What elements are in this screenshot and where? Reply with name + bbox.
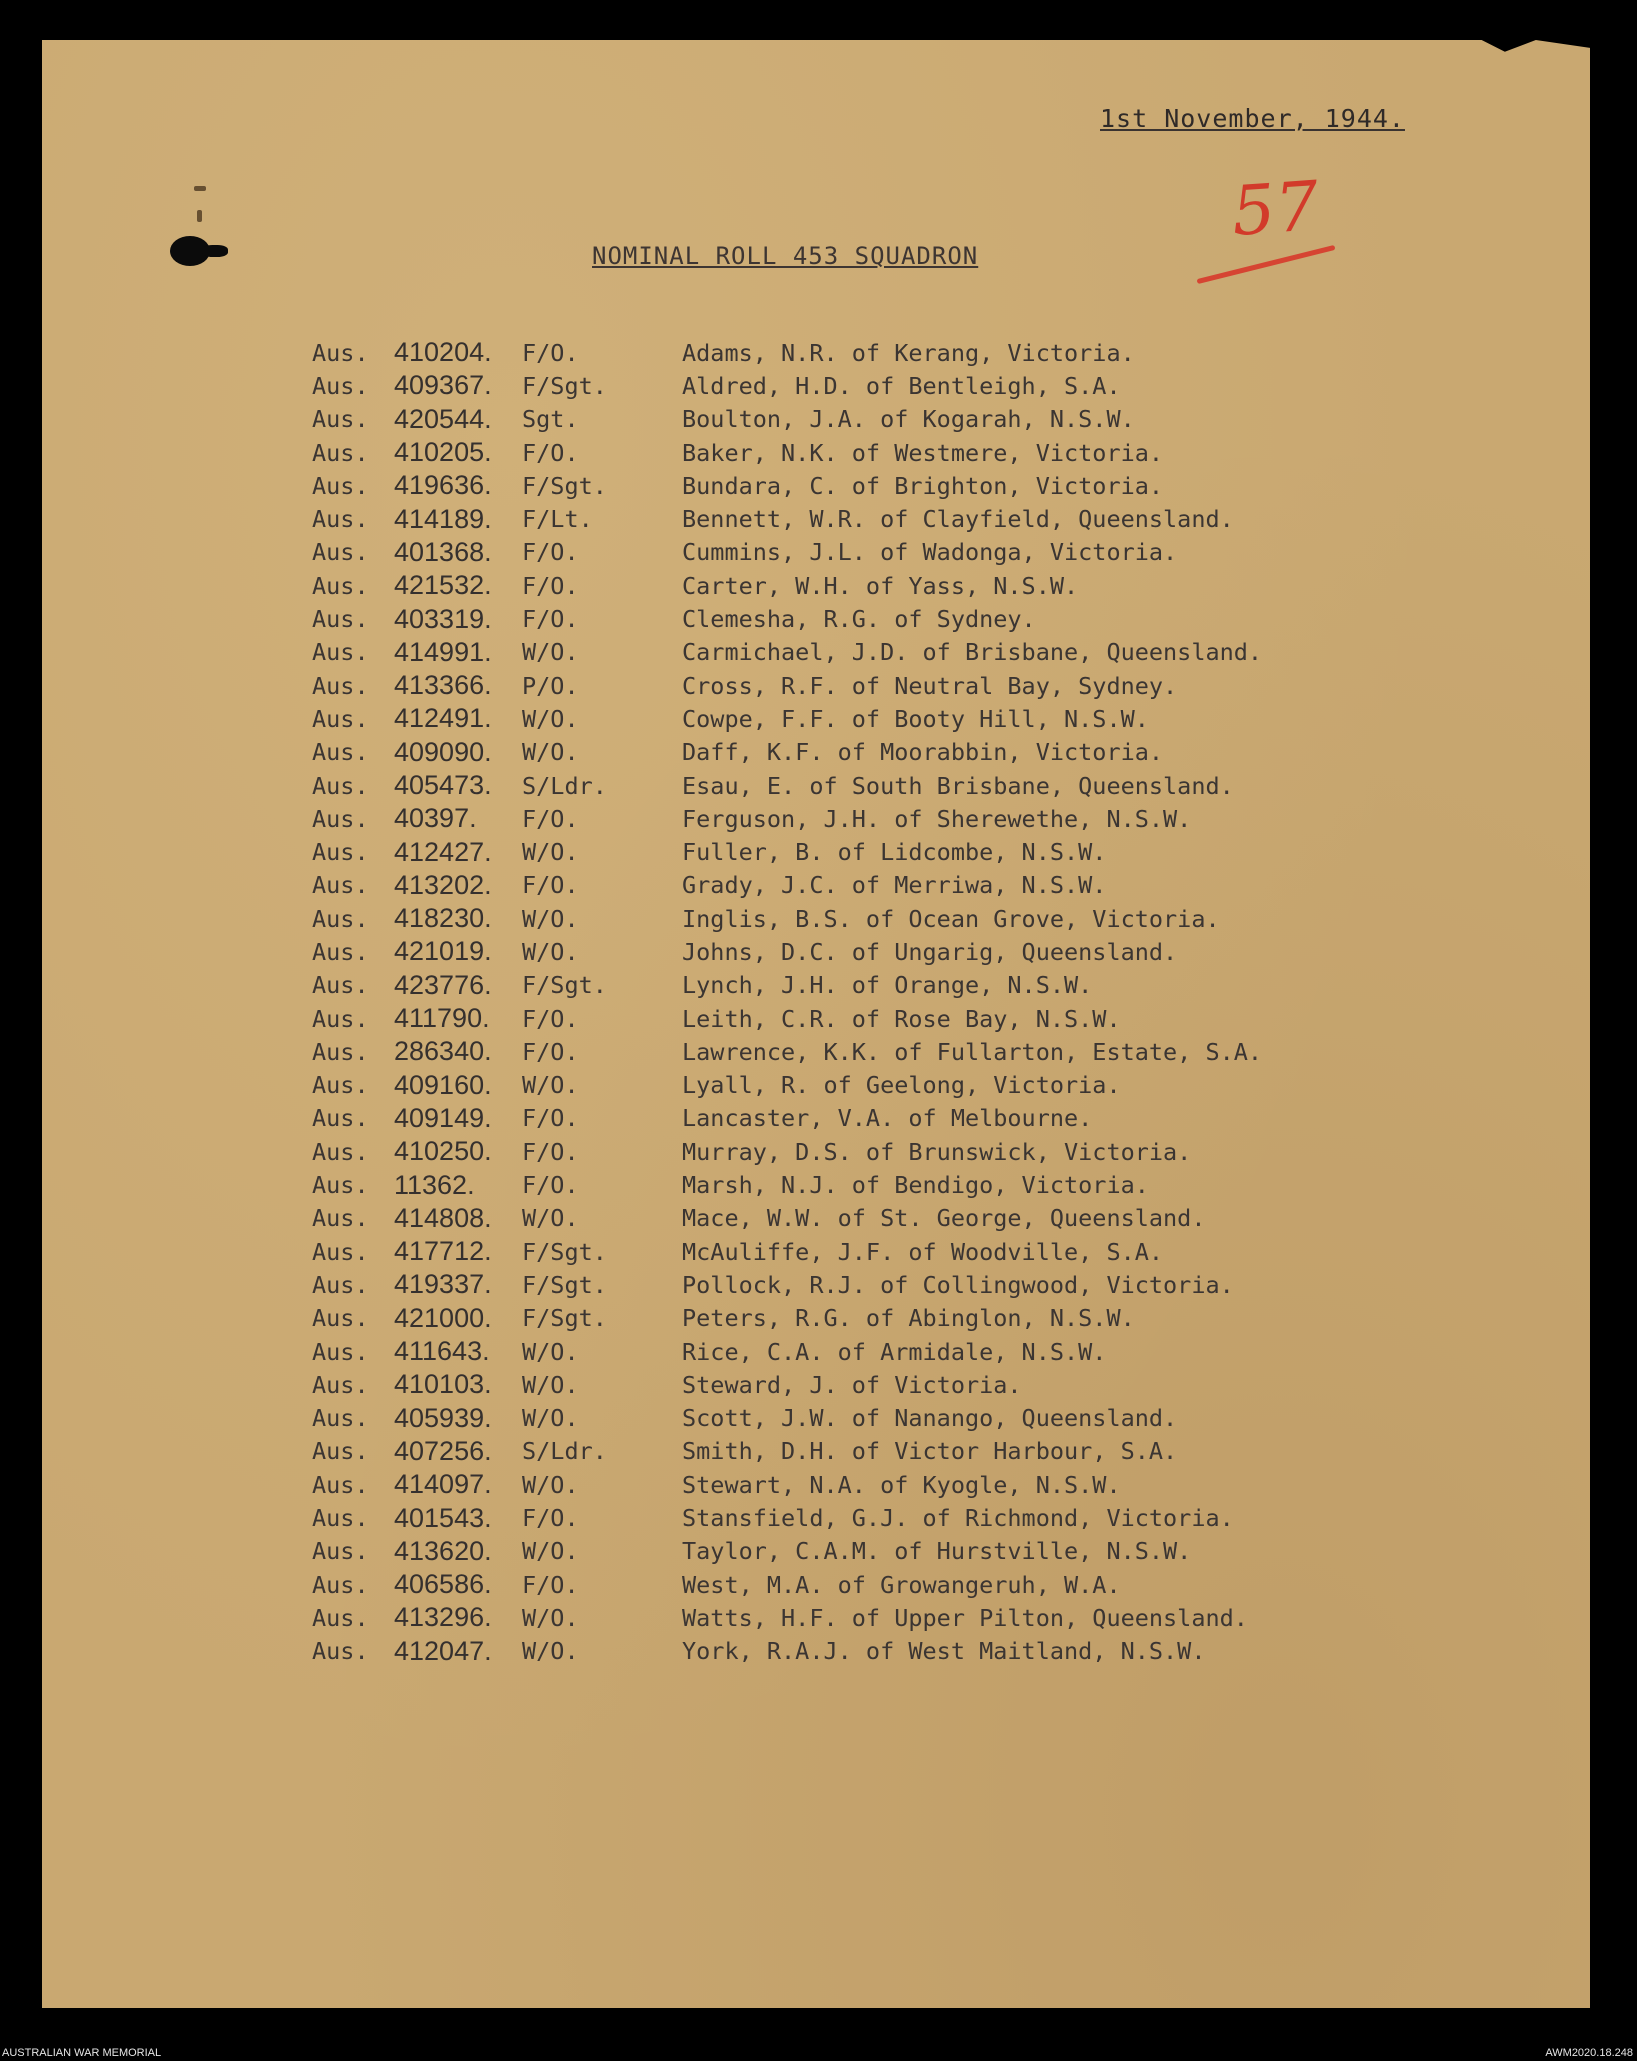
service-number: 409160. bbox=[394, 1069, 492, 1100]
service-number: 414189. bbox=[394, 503, 492, 534]
rank: F/O. bbox=[522, 438, 579, 467]
service-prefix: Aus. bbox=[312, 371, 369, 400]
roll-entry bbox=[312, 1568, 1412, 1601]
punch-hole-tail bbox=[202, 245, 228, 257]
service-number: 401368. bbox=[394, 536, 492, 567]
name-and-hometown: Baker, N.K. of Westmere, Victoria. bbox=[682, 438, 1164, 467]
name-and-hometown: Lyall, R. of Geelong, Victoria. bbox=[682, 1071, 1121, 1100]
rank: F/O. bbox=[522, 1137, 579, 1166]
name-and-hometown: Carter, W.H. of Yass, N.S.W. bbox=[682, 571, 1079, 600]
service-prefix: Aus. bbox=[312, 671, 369, 700]
rank: F/O. bbox=[522, 1570, 579, 1599]
roll-entry bbox=[312, 1235, 1412, 1268]
service-number: 412047. bbox=[394, 1635, 492, 1666]
roll-entry bbox=[312, 1635, 1412, 1668]
name-and-hometown: Marsh, N.J. of Bendigo, Victoria. bbox=[682, 1171, 1149, 1200]
rank: F/Sgt. bbox=[522, 371, 607, 400]
service-number: 418230. bbox=[394, 903, 492, 934]
document-date: 1st November, 1944. bbox=[1100, 104, 1405, 133]
service-prefix: Aus. bbox=[312, 538, 369, 567]
service-number: 421019. bbox=[394, 936, 492, 967]
roll-entry bbox=[312, 369, 1412, 402]
roll-entry bbox=[312, 1069, 1412, 1102]
service-number: 414097. bbox=[394, 1469, 492, 1500]
roll-entry bbox=[312, 702, 1412, 735]
service-number: 411643. bbox=[394, 1336, 490, 1367]
service-number: 414991. bbox=[394, 636, 492, 667]
rank: W/O. bbox=[522, 1204, 579, 1233]
footer-credit: AUSTRALIAN WAR MEMORIAL bbox=[2, 2047, 162, 2059]
rank: W/O. bbox=[522, 904, 579, 933]
name-and-hometown: Esau, E. of South Brisbane, Queensland. bbox=[682, 771, 1234, 800]
rank: W/O. bbox=[522, 1404, 579, 1433]
name-and-hometown: Cummins, J.L. of Wadonga, Victoria. bbox=[682, 538, 1178, 567]
rank: F/Sgt. bbox=[522, 1270, 607, 1299]
service-prefix: Aus. bbox=[312, 1437, 369, 1466]
roll-entry bbox=[312, 1501, 1412, 1534]
name-and-hometown: Aldred, H.D. of Bentleigh, S.A. bbox=[682, 371, 1121, 400]
name-and-hometown: Lancaster, V.A. of Melbourne. bbox=[682, 1104, 1093, 1133]
rank: W/O. bbox=[522, 937, 579, 966]
rank: F/Sgt. bbox=[522, 471, 607, 500]
service-prefix: Aus. bbox=[312, 738, 369, 767]
rank: F/O. bbox=[522, 605, 579, 634]
rank: W/O. bbox=[522, 638, 579, 667]
rank: W/O. bbox=[522, 1603, 579, 1632]
rank: F/Sgt. bbox=[522, 971, 607, 1000]
roll-entry bbox=[312, 902, 1412, 935]
service-prefix: Aus. bbox=[312, 838, 369, 867]
name-and-hometown: Clemesha, R.G. of Sydney. bbox=[682, 605, 1036, 634]
service-number: 411790. bbox=[394, 1003, 490, 1034]
service-number: 412491. bbox=[394, 703, 492, 734]
service-prefix: Aus. bbox=[312, 1137, 369, 1166]
service-number: 412427. bbox=[394, 836, 492, 867]
rank: W/O. bbox=[522, 1370, 579, 1399]
service-number: 421000. bbox=[394, 1302, 492, 1333]
roll-entry bbox=[312, 336, 1412, 369]
roll-entry bbox=[312, 1135, 1412, 1168]
service-prefix: Aus. bbox=[312, 1570, 369, 1599]
service-prefix: Aus. bbox=[312, 1071, 369, 1100]
rank: S/Ldr. bbox=[522, 1437, 607, 1466]
rank: F/O. bbox=[522, 338, 579, 367]
name-and-hometown: Steward, J. of Victoria. bbox=[682, 1370, 1022, 1399]
rank: F/O. bbox=[522, 871, 579, 900]
service-prefix: Aus. bbox=[312, 1337, 369, 1366]
rank: F/O. bbox=[522, 1171, 579, 1200]
roll-entry bbox=[312, 1435, 1412, 1468]
service-number: 40397. bbox=[394, 803, 477, 834]
service-prefix: Aus. bbox=[312, 405, 369, 434]
roll-entry bbox=[312, 602, 1412, 635]
roll-entry bbox=[312, 569, 1412, 602]
service-prefix: Aus. bbox=[312, 1171, 369, 1200]
rank: F/Lt. bbox=[522, 505, 593, 534]
rank: F/O. bbox=[522, 1037, 579, 1066]
rank: F/O. bbox=[522, 1004, 579, 1033]
roll-entry bbox=[312, 1168, 1412, 1201]
service-number: 419636. bbox=[394, 470, 492, 501]
name-and-hometown: Leith, C.R. of Rose Bay, N.S.W. bbox=[682, 1004, 1121, 1033]
rank: F/O. bbox=[522, 1504, 579, 1533]
name-and-hometown: Stewart, N.A. of Kyogle, N.S.W. bbox=[682, 1470, 1121, 1499]
name-and-hometown: Bundara, C. of Brighton, Victoria. bbox=[682, 471, 1164, 500]
service-prefix: Aus. bbox=[312, 1603, 369, 1632]
name-and-hometown: Pollock, R.J. of Collingwood, Victoria. bbox=[682, 1270, 1234, 1299]
service-prefix: Aus. bbox=[312, 904, 369, 933]
service-number: 421532. bbox=[394, 570, 492, 601]
name-and-hometown: Murray, D.S. of Brunswick, Victoria. bbox=[682, 1137, 1192, 1166]
rank: P/O. bbox=[522, 671, 579, 700]
rank: F/O. bbox=[522, 804, 579, 833]
roll-entry bbox=[312, 636, 1412, 669]
service-number: 417712. bbox=[394, 1236, 492, 1267]
service-number: 414808. bbox=[394, 1202, 492, 1233]
rank: W/O. bbox=[522, 704, 579, 733]
name-and-hometown: Smith, D.H. of Victor Harbour, S.A. bbox=[682, 1437, 1178, 1466]
service-prefix: Aus. bbox=[312, 971, 369, 1000]
name-and-hometown: Mace, W.W. of St. George, Queensland. bbox=[682, 1204, 1206, 1233]
service-number: 405939. bbox=[394, 1402, 492, 1433]
roll-entry bbox=[312, 502, 1412, 535]
service-prefix: Aus. bbox=[312, 571, 369, 600]
service-prefix: Aus. bbox=[312, 438, 369, 467]
service-number: 403319. bbox=[394, 603, 492, 634]
service-number: 410250. bbox=[394, 1136, 492, 1167]
rank: W/O. bbox=[522, 838, 579, 867]
service-prefix: Aus. bbox=[312, 1204, 369, 1233]
roll-entry bbox=[312, 436, 1412, 469]
service-number: 419337. bbox=[394, 1269, 492, 1300]
name-and-hometown: Fuller, B. of Lidcombe, N.S.W. bbox=[682, 838, 1107, 867]
service-prefix: Aus. bbox=[312, 605, 369, 634]
rank: F/O. bbox=[522, 571, 579, 600]
service-number: 409149. bbox=[394, 1102, 492, 1133]
service-prefix: Aus. bbox=[312, 804, 369, 833]
service-number: 409367. bbox=[394, 370, 492, 401]
service-prefix: Aus. bbox=[312, 1237, 369, 1266]
name-and-hometown: Cowpe, F.F. of Booty Hill, N.S.W. bbox=[682, 704, 1149, 733]
service-prefix: Aus. bbox=[312, 638, 369, 667]
name-and-hometown: McAuliffe, J.F. of Woodville, S.A. bbox=[682, 1237, 1164, 1266]
roll-entry bbox=[312, 1368, 1412, 1401]
roll-entry bbox=[312, 1535, 1412, 1568]
service-number: 405473. bbox=[394, 770, 492, 800]
service-number: 413296. bbox=[394, 1602, 492, 1633]
footer-reference: AWM2020.18.248 bbox=[1545, 2047, 1633, 2059]
rank: W/O. bbox=[522, 1071, 579, 1100]
roll-entry bbox=[312, 469, 1412, 502]
roll-entry bbox=[312, 1468, 1412, 1501]
rank: W/O. bbox=[522, 1537, 579, 1566]
name-and-hometown: Rice, C.A. of Armidale, N.S.W. bbox=[682, 1337, 1107, 1366]
roll-entry bbox=[312, 1102, 1412, 1135]
nominal-roll-list bbox=[312, 336, 1412, 1668]
rank: W/O. bbox=[522, 1637, 579, 1666]
service-number: 409090. bbox=[394, 736, 492, 767]
name-and-hometown: Cross, R.F. of Neutral Bay, Sydney. bbox=[682, 671, 1178, 700]
service-prefix: Aus. bbox=[312, 1537, 369, 1566]
roll-entry bbox=[312, 769, 1412, 802]
roll-entry bbox=[312, 669, 1412, 702]
name-and-hometown: Taylor, C.A.M. of Hurstville, N.S.W. bbox=[682, 1537, 1192, 1566]
pin-mark bbox=[194, 186, 206, 191]
roll-entry bbox=[312, 935, 1412, 968]
roll-entry bbox=[312, 1035, 1412, 1068]
service-number: 413202. bbox=[394, 869, 492, 900]
service-number: 410204. bbox=[394, 337, 492, 368]
name-and-hometown: Ferguson, J.H. of Sherewethe, N.S.W. bbox=[682, 804, 1192, 833]
roll-entry bbox=[312, 1202, 1412, 1235]
roll-entry bbox=[312, 869, 1412, 902]
service-number: 413366. bbox=[394, 670, 492, 701]
service-prefix: Aus. bbox=[312, 771, 369, 800]
pin-mark bbox=[197, 210, 202, 222]
roll-entry bbox=[312, 1268, 1412, 1301]
name-and-hometown: West, M.A. of Growangeruh, W.A. bbox=[682, 1570, 1121, 1599]
name-and-hometown: Watts, H.F. of Upper Pilton, Queensland. bbox=[682, 1603, 1248, 1632]
service-prefix: Aus. bbox=[312, 1004, 369, 1033]
service-prefix: Aus. bbox=[312, 1470, 369, 1499]
name-and-hometown: Stansfield, G.J. of Richmond, Victoria. bbox=[682, 1504, 1234, 1533]
service-number: 410205. bbox=[394, 437, 492, 468]
rank: F/O. bbox=[522, 538, 579, 567]
document-title: NOMINAL ROLL 453 SQUADRON bbox=[592, 242, 979, 270]
roll-entry bbox=[312, 1601, 1412, 1634]
service-number: 406586. bbox=[394, 1569, 492, 1600]
roll-entry bbox=[312, 835, 1412, 868]
folio-number: 57 bbox=[1229, 167, 1322, 252]
roll-entry bbox=[312, 1302, 1412, 1335]
service-prefix: Aus. bbox=[312, 1404, 369, 1433]
roll-entry bbox=[312, 1335, 1412, 1368]
service-number: 423776. bbox=[394, 969, 492, 1000]
rank: W/O. bbox=[522, 1337, 579, 1366]
name-and-hometown: Lynch, J.H. of Orange, N.S.W. bbox=[682, 971, 1093, 1000]
name-and-hometown: Daff, K.F. of Moorabbin, Victoria. bbox=[682, 738, 1164, 767]
service-prefix: Aus. bbox=[312, 704, 369, 733]
name-and-hometown: Grady, J.C. of Merriwa, N.S.W. bbox=[682, 871, 1107, 900]
service-prefix: Aus. bbox=[312, 1104, 369, 1133]
service-prefix: Aus. bbox=[312, 871, 369, 900]
service-number: 413620. bbox=[394, 1535, 492, 1566]
roll-entry bbox=[312, 736, 1412, 769]
name-and-hometown: Adams, N.R. of Kerang, Victoria. bbox=[682, 338, 1135, 367]
rank: Sgt. bbox=[522, 405, 579, 434]
name-and-hometown: Johns, D.C. of Ungarig, Queensland. bbox=[682, 937, 1178, 966]
name-and-hometown: Peters, R.G. of Abinglon, N.S.W. bbox=[682, 1304, 1135, 1333]
service-prefix: Aus. bbox=[312, 1370, 369, 1399]
roll-entry bbox=[312, 536, 1412, 569]
service-number: 420544. bbox=[394, 403, 492, 434]
service-number: 407256. bbox=[394, 1435, 492, 1466]
name-and-hometown: Scott, J.W. of Nanango, Queensland. bbox=[682, 1404, 1178, 1433]
name-and-hometown: Boulton, J.A. of Kogarah, N.S.W. bbox=[682, 405, 1135, 434]
rank: W/O. bbox=[522, 1470, 579, 1499]
service-prefix: Aus. bbox=[312, 937, 369, 966]
service-number: 401543. bbox=[394, 1502, 492, 1533]
service-number: 11362. bbox=[394, 1169, 475, 1200]
roll-entry bbox=[312, 969, 1412, 1002]
rank: S/Ldr. bbox=[522, 771, 607, 800]
service-prefix: Aus. bbox=[312, 471, 369, 500]
service-prefix: Aus. bbox=[312, 1270, 369, 1299]
service-number: 410103. bbox=[394, 1369, 492, 1400]
service-number: 286340. bbox=[394, 1036, 492, 1067]
roll-entry bbox=[312, 1402, 1412, 1435]
service-prefix: Aus. bbox=[312, 1304, 369, 1333]
name-and-hometown: Carmichael, J.D. of Brisbane, Queensland. bbox=[682, 638, 1263, 667]
service-prefix: Aus. bbox=[312, 505, 369, 534]
rank: W/O. bbox=[522, 738, 579, 767]
name-and-hometown: Inglis, B.S. of Ocean Grove, Victoria. bbox=[682, 904, 1220, 933]
service-prefix: Aus. bbox=[312, 338, 369, 367]
name-and-hometown: York, R.A.J. of West Maitland, N.S.W. bbox=[682, 1637, 1206, 1666]
rank: F/Sgt. bbox=[522, 1304, 607, 1333]
name-and-hometown: Bennett, W.R. of Clayfield, Queensland. bbox=[682, 505, 1234, 534]
roll-entry bbox=[312, 403, 1412, 436]
rank: F/O. bbox=[522, 1104, 579, 1133]
service-prefix: Aus. bbox=[312, 1637, 369, 1666]
service-prefix: Aus. bbox=[312, 1037, 369, 1066]
service-prefix: Aus. bbox=[312, 1504, 369, 1533]
roll-entry bbox=[312, 1002, 1412, 1035]
name-and-hometown: Lawrence, K.K. of Fullarton, Estate, S.A. bbox=[682, 1037, 1263, 1066]
rank: F/Sgt. bbox=[522, 1237, 607, 1266]
roll-entry bbox=[312, 802, 1412, 835]
